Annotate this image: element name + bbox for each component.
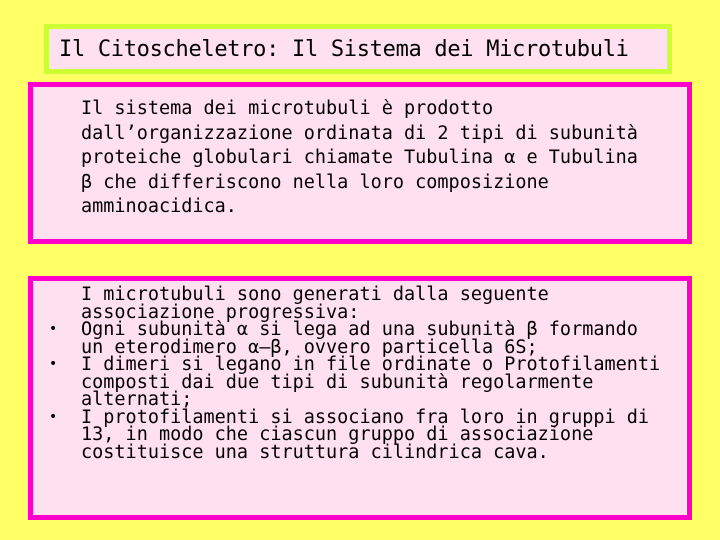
intro-line: dall’organizzazione ordinata di 2 tipi di subunità [81, 122, 638, 144]
intro-line: amminoacidica. [81, 196, 237, 217]
list-item [49, 319, 691, 358]
bullet: • [49, 356, 58, 372]
bullet: • [49, 408, 58, 425]
intro-line: β che differiscono nella loro composizione [81, 171, 549, 193]
intro-line: proteiche globulari chiamate Tubulina α e Tubulina [81, 147, 638, 168]
list-item [49, 406, 691, 463]
item-line: composti dai due tipi di subunità regolarmente [81, 371, 594, 393]
bullet: • [49, 321, 58, 337]
item-line: I dimeri si legano in file ordinate o Protofilamenti [81, 354, 661, 375]
item-line: 13, in modo che ciascun gruppo di associazione [81, 424, 594, 445]
title-box [44, 24, 672, 74]
intro-paragraph [81, 97, 681, 220]
item-line: associazione progressiva: [81, 301, 360, 323]
item-line: Ogni subunità α si lega ad una subunità β formando [81, 319, 638, 340]
slide-title: Il Citoscheletro: Il Sistema dei Microtubuli [59, 36, 629, 62]
intro-line: Il sistema dei microtubuli è prodotto [81, 98, 494, 119]
item-line: I protofilamenti si associano fra loro in gruppi di [81, 406, 650, 428]
steps-list [49, 284, 691, 463]
steps-box [28, 276, 692, 520]
list-item [81, 286, 691, 321]
list-item [49, 354, 691, 410]
item-line: un eterodimero α–β, ovvero particella 6S; [81, 336, 538, 358]
item-line: costituisce una struttura cilindrica cava. [81, 441, 549, 463]
item-line: alternati; [81, 389, 193, 410]
intro-box [28, 82, 692, 244]
item-line: I microtubuli sono generati dalla seguente [81, 284, 549, 305]
